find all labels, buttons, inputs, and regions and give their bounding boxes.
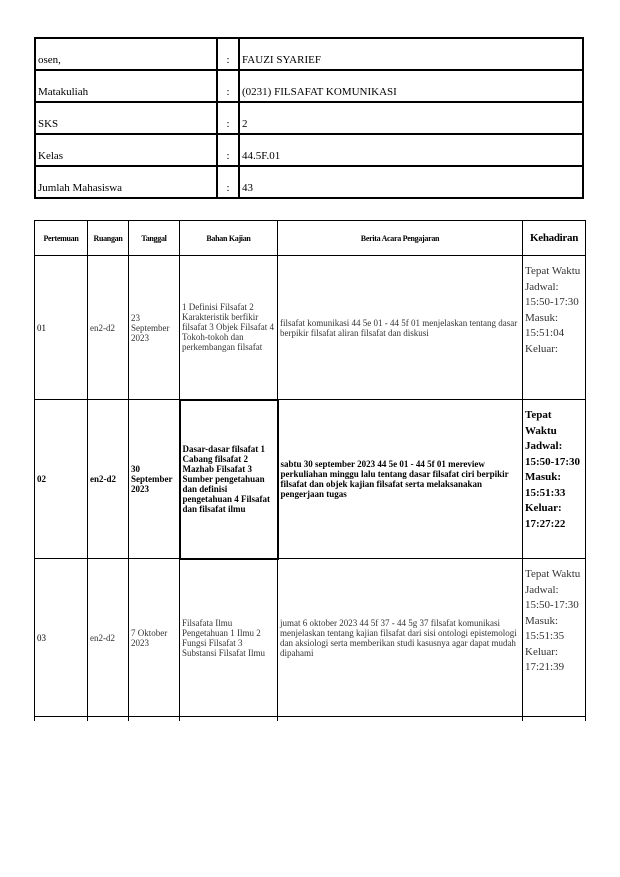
continuation-cell [88, 717, 129, 722]
table-row [35, 256, 586, 400]
cell-ruangan: en2-d2 [88, 400, 129, 559]
cell-pertemuan: 01 [35, 256, 88, 400]
cell-tanggal: 7 Oktober 2023 [129, 559, 180, 717]
info-row-dosen [35, 38, 583, 70]
cell-kehadiran: Tepat Waktu Jadwal: 15:50-17:30 Masuk: 15:51:35 Keluar: 17:21:39 [523, 559, 586, 717]
header-tanggal: Tanggal [129, 221, 180, 256]
cell-bahan-kajian: Dasar-dasar filsafat 1 Cabang filsafat 2 Mazhab Filsafat 3 Sumber pengetahuan dan definisi pengetahuan 4 Filsafat dan filsafat ilmu [180, 400, 278, 559]
header-kehadiran: Kehadiran [523, 221, 586, 256]
header-bahan-kajian: Bahan Kajian [180, 221, 278, 256]
info-value: (0231) FILSAFAT KOMUNIKASI [239, 70, 583, 102]
cell-pertemuan: 03 [35, 559, 88, 717]
info-label: Kelas [35, 134, 217, 166]
cell-pertemuan: 02 [35, 400, 88, 559]
info-separator: : [217, 166, 239, 198]
info-separator: : [217, 70, 239, 102]
info-value: FAUZI SYARIEF [239, 38, 583, 70]
info-separator: : [217, 134, 239, 166]
cell-bahan-kajian: 1 Definisi Filsafat 2 Karakteristik berfikir filsafat 3 Objek Filsafat 4 Tokoh-tokoh dan perkembangan filsafat [180, 256, 278, 400]
continuation-cell [523, 717, 586, 722]
cell-berita-acara: filsafat komunikasi 44 5e 01 - 44 5f 01 menjelaskan tentang dasar berpikir filsafat aliran filsafat dan diskusi [278, 256, 523, 400]
continuation-cell [278, 717, 523, 722]
table-row [35, 559, 586, 717]
info-value: 43 [239, 166, 583, 198]
table-row-continuation [35, 717, 586, 722]
cell-bahan-kajian: Filsafata Ilmu Pengetahuan 1 Ilmu 2 Fungsi Filsafat 3 Substansi Filsafat Ilmu [180, 559, 278, 717]
info-label: SKS [35, 102, 217, 134]
cell-kehadiran: Tepat Waktu Jadwal: 15:50-17:30 Masuk: 15:51:04 Keluar: [523, 256, 586, 400]
info-separator: : [217, 102, 239, 134]
info-row-kelas [35, 134, 583, 166]
info-value: 44.5F.01 [239, 134, 583, 166]
cell-ruangan: en2-d2 [88, 256, 129, 400]
info-row-sks [35, 102, 583, 134]
table-row [35, 400, 586, 559]
cell-kehadiran: Tepat Waktu Jadwal: 15:50-17:30 Masuk: 15:51:33 Keluar: 17:27:22 [523, 400, 586, 559]
info-label: Matakuliah [35, 70, 217, 102]
info-separator: : [217, 38, 239, 70]
info-label: Jumlah Mahasiswa [35, 166, 217, 198]
cell-berita-acara: jumat 6 oktober 2023 44 5f 37 - 44 5g 37 filsafat komunikasi menjelaskan tentang kajian filsafat dari sisi ontologi epistemologi dan aksiologi serta memberikan studi kasusnya agar dapat mudah dipahami [278, 559, 523, 717]
info-row-matakuliah [35, 70, 583, 102]
continuation-cell [180, 717, 278, 722]
info-label: osen, [35, 38, 217, 70]
header-pertemuan: Pertemuan [35, 221, 88, 256]
cell-berita-acara: sabtu 30 september 2023 44 5e 01 - 44 5f 01 mereview perkuliahan minggu lalu tentang dasar filsafat ciri berpikir filsafat dan objek kajian filsafat serta melaksanakan pengerjaan tugas [278, 400, 523, 559]
course-info-table [34, 37, 584, 199]
continuation-cell [129, 717, 180, 722]
cell-tanggal: 23 September 2023 [129, 256, 180, 400]
attendance-table [34, 220, 586, 721]
header-ruangan: Ruangan [88, 221, 129, 256]
header-berita-acara: Berita Acara Pengajaran [278, 221, 523, 256]
cell-ruangan: en2-d2 [88, 559, 129, 717]
continuation-cell [35, 717, 88, 722]
table-header [35, 221, 586, 256]
cell-tanggal: 30 September 2023 [129, 400, 180, 559]
info-value: 2 [239, 102, 583, 134]
info-row-jumlah-mahasiswa [35, 166, 583, 198]
